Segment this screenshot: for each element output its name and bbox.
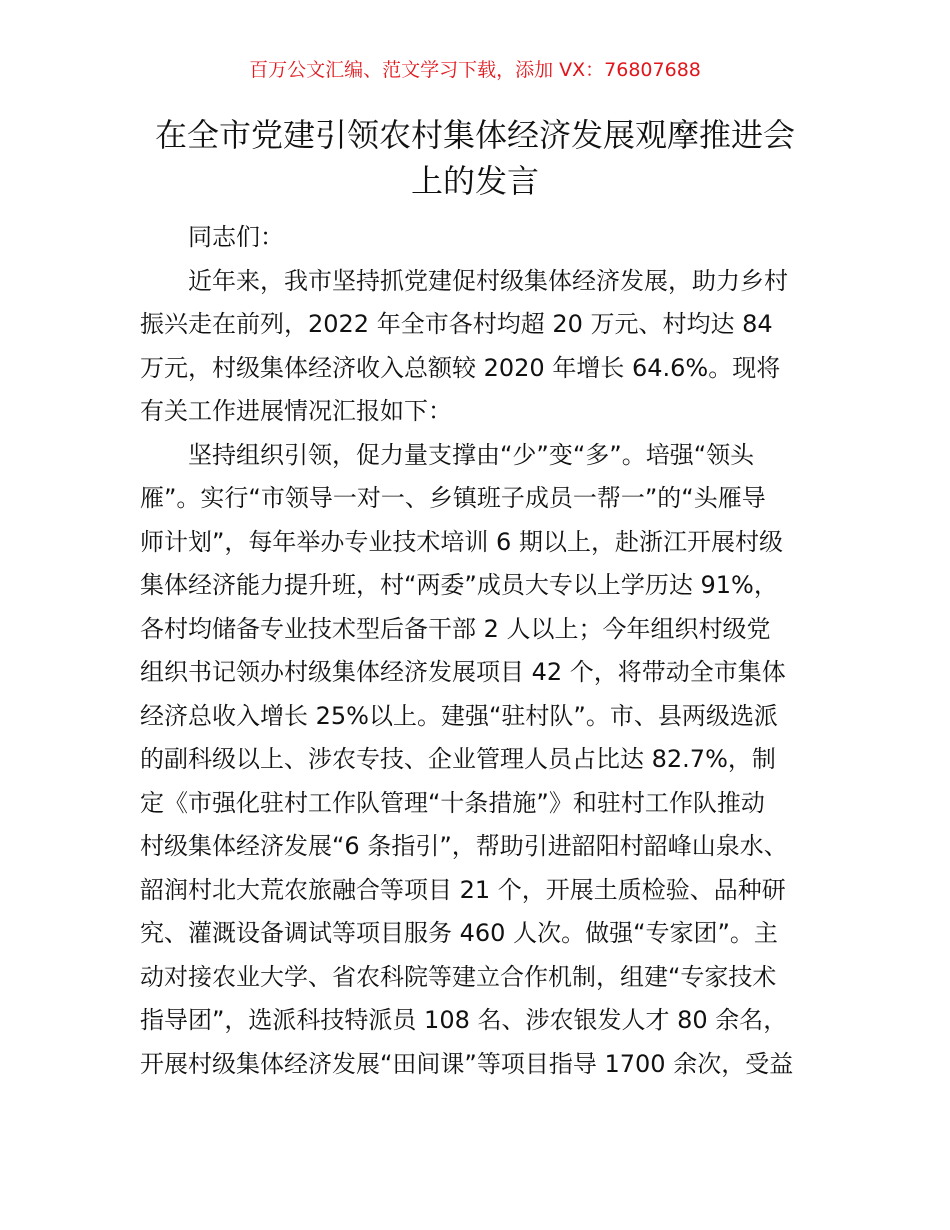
paragraph-line: 雁”。实行“市领导一对一、乡镇班子成员一帮一”的“头雁导: [140, 484, 766, 512]
paragraph-line: 师计划”，每年举办专业技术培训 6 期以上，赴浙江开展村级: [140, 527, 783, 556]
paragraph-line: 开展村级集体经济发展“田间课”等项目指导 1700 余次，受益: [140, 1049, 794, 1078]
paragraph-line: 村级集体经济发展“6 条指引”，帮助引进韶阳村韶峰山泉水、: [140, 832, 788, 860]
title-line-2: 上的发言: [410, 162, 539, 200]
paragraph-line: 指导团”，选派科技特派员 108 名、涉农银发人才 80 余名，: [140, 1006, 788, 1034]
document-body: [140, 216, 812, 1086]
paragraph-line: 近年来，我市坚持抓党建促村级集体经济发展，助力乡村: [188, 266, 788, 295]
paragraph-line: 经济总收入增长 25%以上。建强“驻村队”。市、县两级选派: [140, 701, 778, 730]
paragraph-line: 定《市强化驻村工作队管理“十条措施”》和驻村工作队推动: [140, 788, 765, 817]
paragraph-intro: [140, 260, 812, 434]
paragraph-line: 有关工作进展情况汇报如下：: [140, 397, 452, 425]
paragraph-line: 各村均储备专业技术型后备干部 2 人以上；今年组织村级党: [140, 614, 771, 643]
paragraph-line: 坚持组织引领，促力量支撑由“少”变“多”。培强“领头: [188, 440, 755, 469]
paragraph-line: 究、灌溉设备调试等项目服务 460 人次。做强“专家团”。主: [140, 919, 778, 947]
salutation: 同志们：: [188, 223, 284, 251]
paragraph-line: 万元，村级集体经济收入总额较 2020 年增长 64.6%。现将: [140, 353, 781, 382]
watermark-banner: 百万公文汇编、范文学习下载，添加 VX：76807688: [249, 59, 701, 81]
paragraph-line: 组织书记领办村级集体经济发展项目 42 个，将带动全市集体: [140, 658, 786, 686]
paragraph-organization: [140, 434, 812, 1087]
document-title: [130, 112, 820, 204]
paragraph-line: 集体经济能力提升班，村“两委”成员大专以上学历达 91%，: [140, 571, 778, 599]
paragraph-line: 的副科级以上、涉农专技、企业管理人员占比达 82.7%，制: [140, 745, 776, 773]
title-line-1: 在全市党建引领农村集体经济发展观摩推进会: [154, 116, 795, 154]
paragraph-line: 振兴走在前列，2022 年全市各村均超 20 万元、村均达 84: [140, 310, 773, 338]
paragraph-line: 动对接农业大学、省农科院等建立合作机制，组建“专家技术: [140, 962, 777, 991]
paragraph-line: 韶润村北大荒农旅融合等项目 21 个，开展土质检验、品种研: [140, 875, 786, 904]
